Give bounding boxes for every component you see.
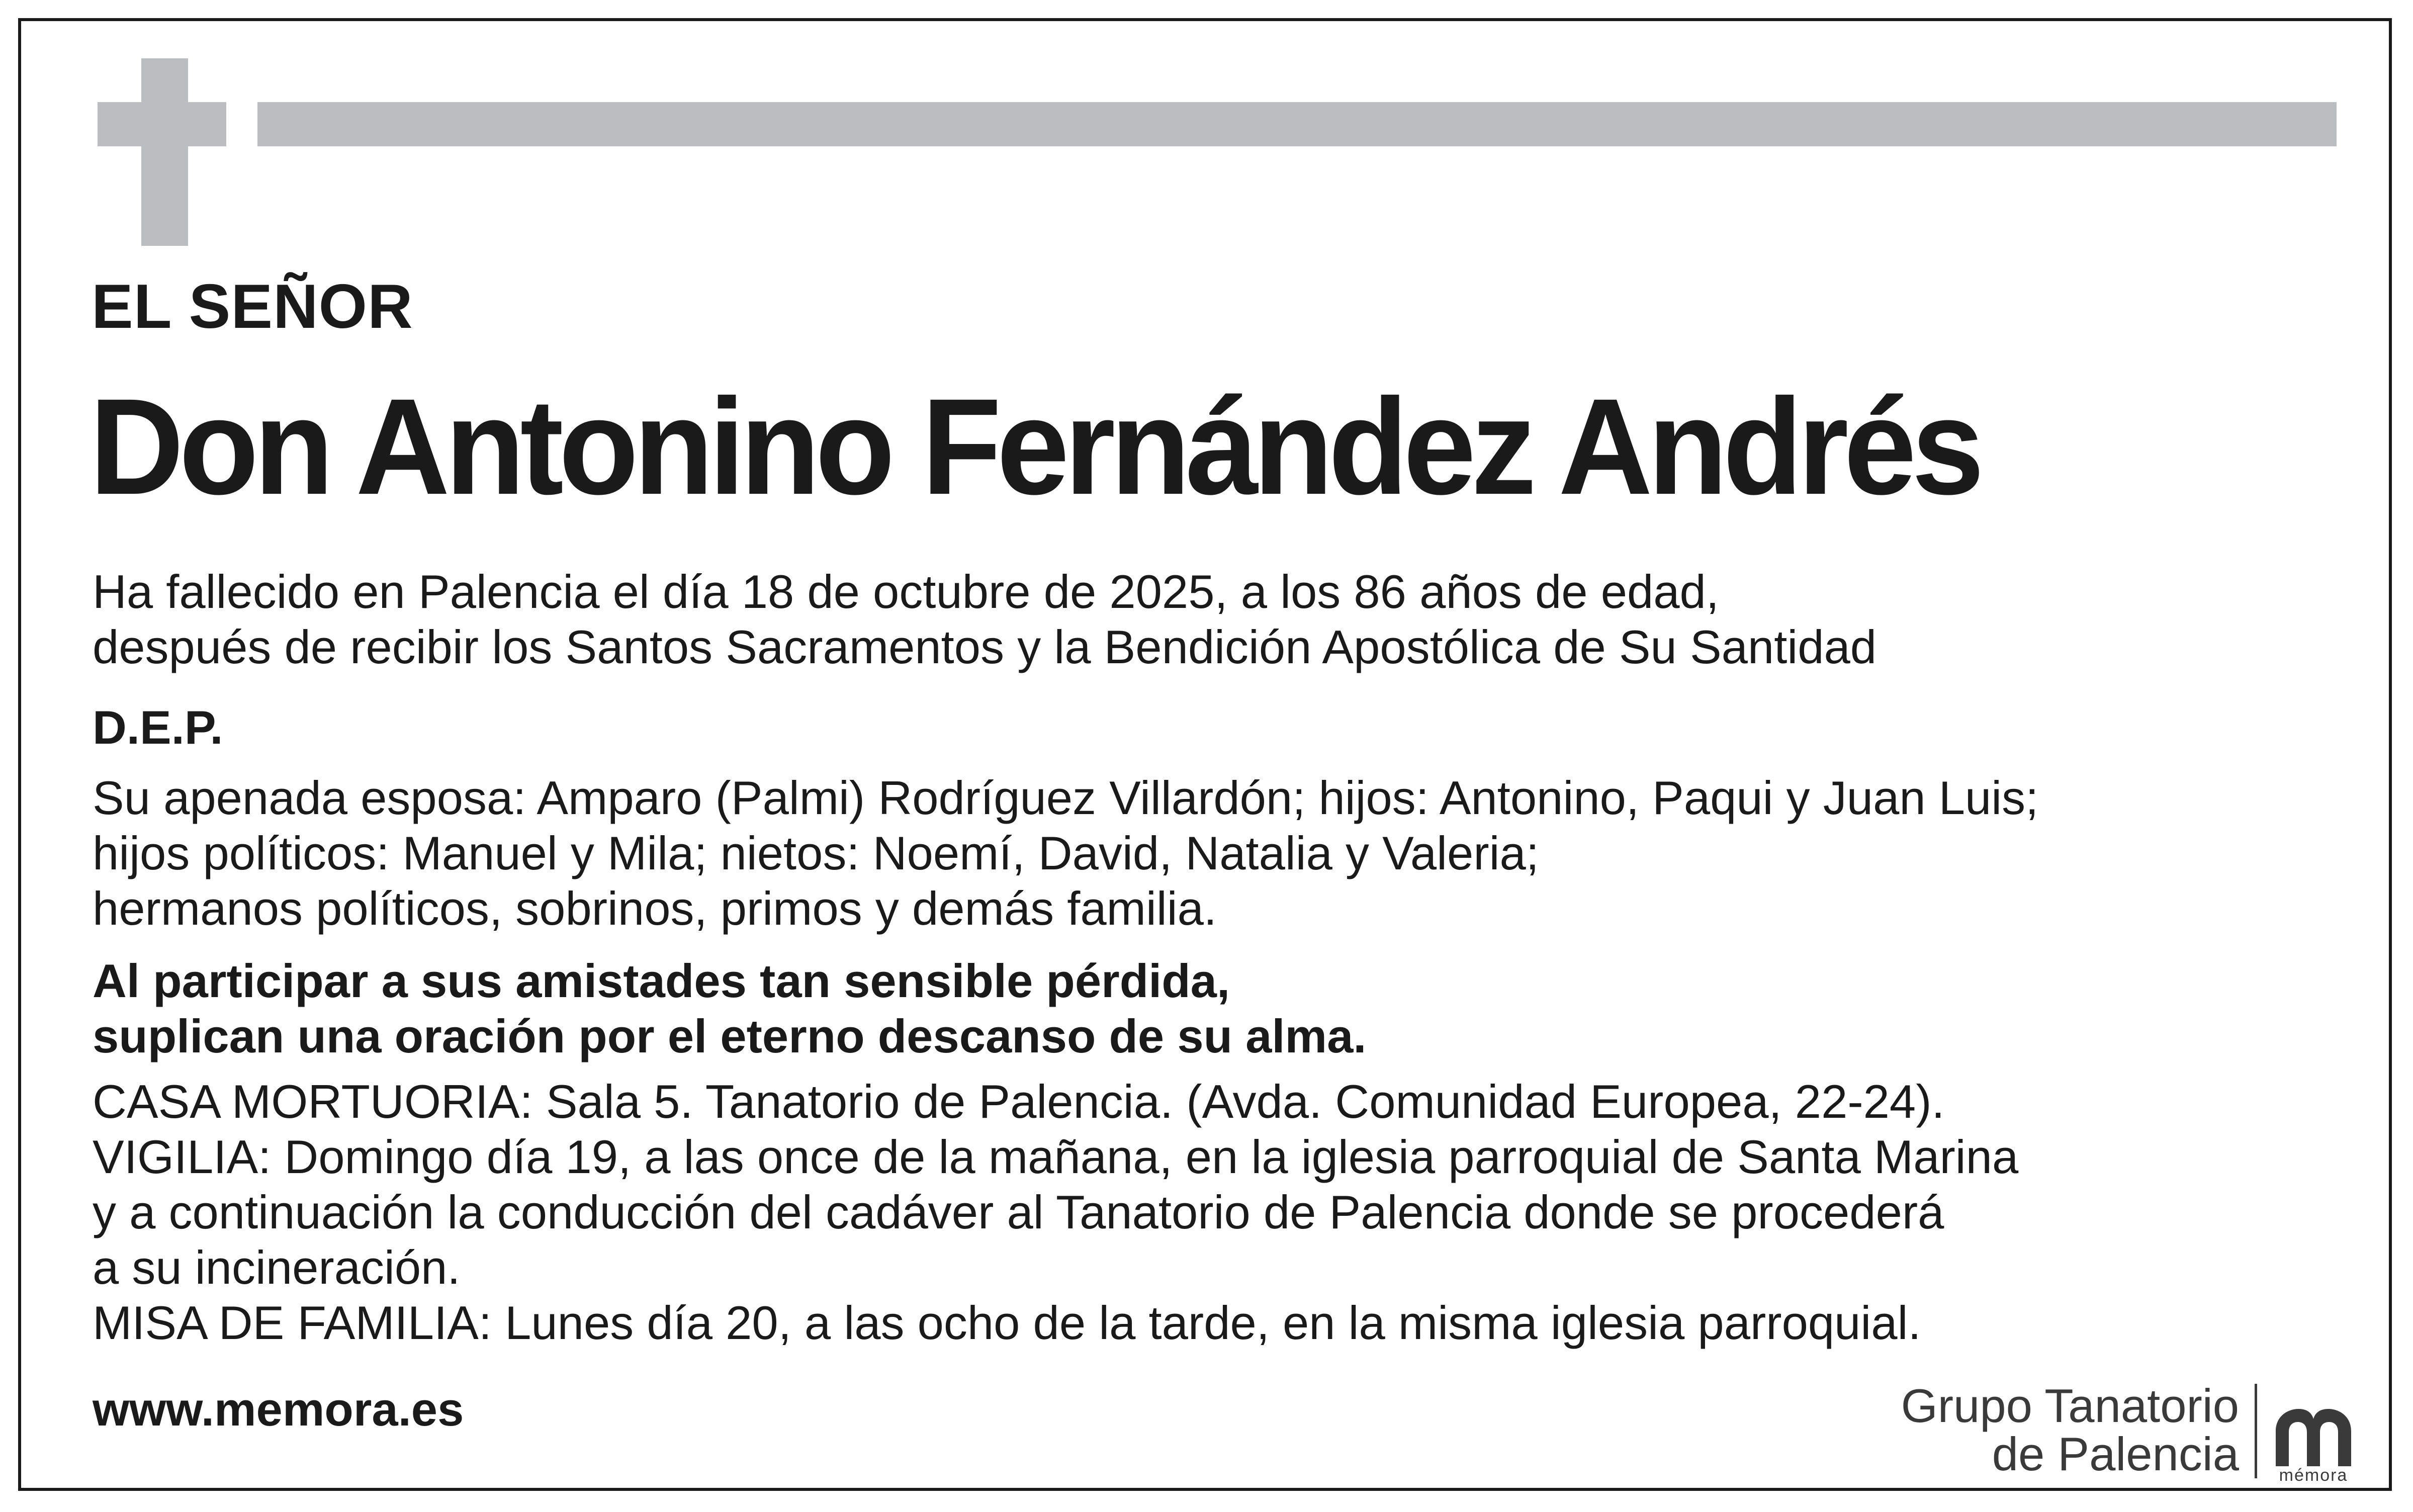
family-list (93, 770, 2305, 936)
service-details (93, 1074, 2305, 1351)
dep-label: D.E.P. (93, 701, 223, 754)
participation-line: Al participar a sus amistades tan sensible pérdida, (93, 954, 1230, 1007)
cross-icon-horizontal (98, 102, 226, 146)
website-link[interactable]: www.memora.es (93, 1383, 464, 1436)
participation-message (93, 953, 2305, 1064)
details-line: a su incineración. (93, 1241, 461, 1294)
family-line: hijos políticos: Manuel y Mila; nietos: Noemí, David, Natalia y Valeria; (93, 827, 1539, 879)
memora-logo-icon (2269, 1402, 2358, 1472)
header-bar (257, 102, 2337, 146)
funeral-home-line2: de Palencia (1992, 1428, 2239, 1480)
death-notice-line: Ha fallecido en Palencia el día 18 de octubre de 2025, a los 86 años de edad, (93, 565, 1719, 618)
details-line: VIGILIA: Domingo día 19, a las once de la mañana, en la iglesia parroquial de Santa Marina (93, 1130, 2019, 1183)
death-notice-line: después de recibir los Santos Sacramentos y la Bendición Apostólica de Su Santidad (93, 620, 1877, 673)
details-line: MISA DE FAMILIA: Lunes día 20, a las ocho de la tarde, en la misma iglesia parroquial. (93, 1296, 1921, 1349)
participation-line: suplican una oración por el eterno descanso de su alma. (93, 1010, 1367, 1062)
family-line: hermanos políticos, sobrinos, primos y demás familia. (93, 882, 1217, 935)
details-line: CASA MORTUORIA: Sala 5. Tanatorio de Palencia. (Avda. Comunidad Europea, 22-24). (93, 1075, 1945, 1128)
details-line: y a continuación la conducción del cadáver al Tanatorio de Palencia donde se procederá (93, 1186, 1944, 1238)
deceased-name: Don Antonino Fernández Andrés (90, 370, 1980, 523)
memora-logo-word: mémora (2279, 1466, 2348, 1485)
salutation: EL SEÑOR (92, 272, 413, 341)
logo-divider (2255, 1384, 2257, 1478)
family-line: Su apenada esposa: Amparo (Palmi) Rodríguez Villardón; hijos: Antonino, Paqui y Juan Luis; (93, 771, 2039, 824)
death-notice (93, 564, 2305, 675)
cross-icon-vertical (141, 58, 188, 246)
funeral-home-name (1901, 1379, 2239, 1480)
funeral-home-line1: Grupo Tanatorio (1901, 1379, 2239, 1432)
